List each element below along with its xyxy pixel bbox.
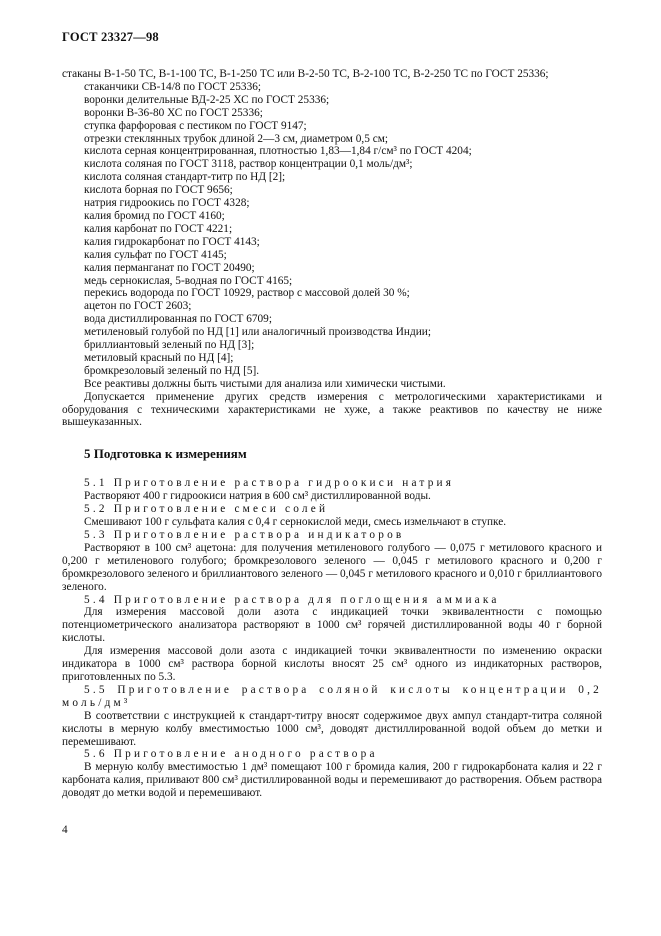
list-item: кислота соляная стандарт-титр по НД [2]; [84, 171, 286, 184]
section-heading: 5 Подготовка к измерениям [84, 446, 247, 462]
list-item: ступка фарфоровая с пестиком по ГОСТ 9147; [84, 119, 307, 132]
subsection-5-4 [62, 594, 602, 684]
list-item: метиловый красный по НД [4]; [84, 351, 234, 364]
subsection-5-3 [62, 529, 602, 594]
list-item: отрезки стеклянных трубок длиной 2—3 см, диаметром 0,5 см; [84, 132, 388, 145]
list-item: калия гидрокарбонат по ГОСТ 4143; [84, 235, 260, 248]
subsection-5-2 [62, 503, 602, 529]
list-item: калия сульфат по ГОСТ 4145; [84, 248, 227, 261]
list-item: калия бромид по ГОСТ 4160; [84, 209, 225, 222]
subsection-paragraph: Растворяют 400 г гидроокиси натрия в 600 см³ дистиллированной воды. [84, 490, 431, 503]
list-item: бриллиантовый зеленый по НД [3]; [84, 339, 255, 352]
subsection-title: 5.5 Приготовление раствора соляной кислоты концентрации 0,2 моль/дм³ [62, 683, 602, 709]
subsection-5-6 [62, 748, 602, 800]
subsection-title: 5.4 Приготовление раствора для поглощения аммиака [84, 593, 500, 606]
list-item: перекись водорода по ГОСТ 10929, раствор с массовой долей 30 %; [84, 287, 410, 300]
subsection-5-5 [62, 684, 602, 749]
list-item: натрия гидроокись по ГОСТ 4328; [84, 197, 250, 210]
subsection-paragraph: В соответствии с инструкцией к стандарт-титру вносят содержимое двух ампул стандарт-титра соляной кислоты в мерную колбу вместимостью 1000 см³, доводят дистиллированной водой объем до метки и перемешивают. [62, 709, 602, 748]
subsection-title: 5.2 Приготовление смеси солей [84, 503, 329, 516]
list-item: воронки делительные ВД-2-25 ХС по ГОСТ 25336; [84, 93, 330, 106]
list-item: кислота серная концентрированная, плотностью 1,83—1,84 г/см³ по ГОСТ 4204; [84, 145, 472, 158]
page-number: 4 [62, 824, 68, 836]
list-item: калия перманганат по ГОСТ 20490; [84, 261, 255, 274]
subsection-title: 5.1 Приготовление раствора гидроокиси натрия [84, 477, 455, 490]
list-item: стаканчики СВ-14/8 по ГОСТ 25336; [84, 80, 262, 93]
equipment-list [62, 68, 602, 378]
list-item: воронки В-36-80 ХС по ГОСТ 25336; [84, 106, 263, 119]
subsection-title: 5.3 Приготовление раствора индикаторов [84, 529, 405, 541]
list-item: вода дистиллированная по ГОСТ 6709; [84, 313, 272, 326]
subsection-paragraph: Для измерения массовой доли азота с индикацией точки эквивалентности с помощью потенциометрического анализатора растворяют в 1000 см³ горячей дистиллированной воды 40 г борной кислоты. [62, 606, 602, 645]
subsection-paragraph: Для измерения массовой доли азота с индикацией точки эквивалентности по изменению окраски индикатора в 1000 см³ раствора борной кислоты вносят 25 см³ одного из индикаторных растворов, приготовленных по 5.3. [62, 645, 602, 683]
subsection-title: 5.6 Приготовление анодного раствора [84, 748, 378, 761]
subsection-paragraph: Смешивают 100 г сульфата калия с 0,4 г сернокислой меди, смесь измельчают в ступке. [84, 516, 507, 529]
document-body [62, 68, 602, 800]
list-item: метиленовый голубой по НД [1] или аналогичный производства Индии; [84, 326, 431, 339]
list-item: медь сернокислая, 5-водная по ГОСТ 4165; [84, 274, 293, 287]
list-item: бромкрезоловый зеленый по НД [5]. [84, 364, 260, 377]
subsection-paragraph: В мерную колбу вместимостью 1 дм³ помещают 100 г бромида калия, 200 г гидрокарбоната калия и 22 г карбоната калия, приливают 800 см³ дистиллированной воды и перемешивают до растворения. Объем раствора доводят до метки водой и перемешивают. [62, 761, 602, 800]
list-item: стаканы В-1-50 ТС, В-1-100 ТС, В-1-250 ТС или В-2-50 ТС, В-2-100 ТС, В-2-250 ТС по ГОСТ 25336; [62, 68, 549, 80]
list-item: калия карбонат по ГОСТ 4221; [84, 222, 233, 235]
document-code-header: ГОСТ 23327—98 [62, 30, 159, 44]
subsection-5-1 [62, 477, 602, 503]
subsection-paragraph: Растворяют в 100 см³ ацетона: для получения метиленового голубого — 0,075 г метилового красного и 0,200 г метиленового голубого; бромкрезолового зеленого — 0,045 г метилового красного и 0,200 г бромкрезолового зеленого и бриллиантового зеленого — 0,045 г метилового красного и 0,010 г бриллиантового зеленого. [62, 541, 602, 593]
list-item: ацетон по ГОСТ 2603; [84, 300, 192, 313]
note-paragraph: Допускается применение других средств измерения с метрологическими характеристиками и оборудования с техническими характеристиками не хуже, а также реактивов по качеству не ниже вышеуказанных. [62, 390, 602, 429]
list-item: кислота соляная по ГОСТ 3118, раствор концентрации 0,1 моль/дм³; [84, 158, 413, 171]
list-item: кислота борная по ГОСТ 9656; [84, 184, 233, 197]
note-paragraph: Все реактивы должны быть чистыми для анализа или химически чистыми. [84, 377, 446, 390]
